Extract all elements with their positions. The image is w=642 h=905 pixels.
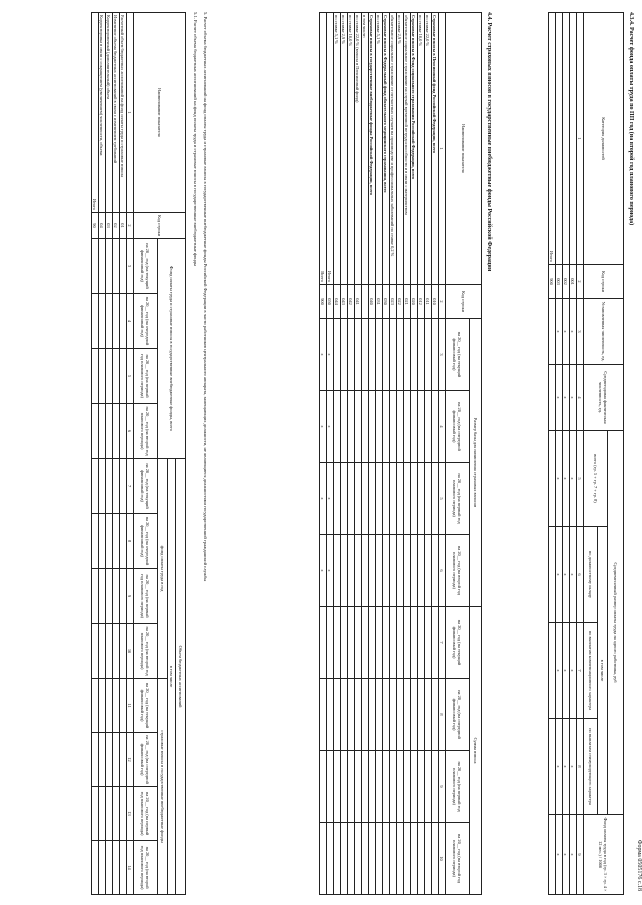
value-cell bbox=[418, 535, 425, 607]
row-label: по ставке 2,9 % bbox=[397, 13, 404, 285]
value-cell bbox=[120, 514, 127, 569]
col-code: Код строки bbox=[446, 285, 482, 319]
value-cell bbox=[341, 463, 348, 535]
value-cell bbox=[348, 823, 355, 895]
table-row bbox=[404, 13, 411, 895]
col-insurance: Сумма взноса bbox=[470, 607, 482, 895]
value-cell bbox=[341, 823, 348, 895]
value-cell bbox=[355, 391, 362, 463]
col-fund: Фонд оплаты труда в год (гр. 3 × гр. 4 × 12 мес.) / 1000 bbox=[584, 815, 624, 895]
value-cell bbox=[120, 624, 127, 679]
table-row: 001 х х х х х х х bbox=[570, 13, 577, 895]
value-cell bbox=[334, 679, 341, 751]
value-cell bbox=[383, 751, 390, 823]
value-cell bbox=[362, 391, 369, 463]
value-cell bbox=[362, 535, 369, 607]
value-cell bbox=[99, 569, 106, 624]
value-cell bbox=[432, 751, 439, 823]
value-cell bbox=[99, 239, 106, 294]
table-row bbox=[397, 13, 404, 895]
value-cell bbox=[99, 349, 106, 404]
vsego-row: Всего 900 х х х х bbox=[320, 13, 327, 895]
value-cell bbox=[411, 463, 418, 535]
row-label: обязательное социальное страхование на случай временной нетрудоспособности и в связи с материнством bbox=[404, 13, 411, 285]
section-4-4-title: 4.4. Расчет страховых взносов в государственные внебюджетные фонды Российской Федерации bbox=[486, 12, 492, 272]
value-cell bbox=[120, 679, 127, 733]
table-row bbox=[432, 13, 439, 895]
value-cell bbox=[341, 679, 348, 751]
value-cell bbox=[432, 823, 439, 895]
value-cell bbox=[376, 319, 383, 391]
table-row bbox=[390, 13, 397, 895]
value-cell bbox=[369, 319, 376, 391]
value-cell bbox=[418, 391, 425, 463]
value-cell bbox=[348, 319, 355, 391]
row-label: Страховые взносы в Пенсионный фонд Российской Федерации, всего bbox=[432, 13, 439, 285]
value-cell bbox=[411, 607, 418, 679]
row-label: Страховые взносы в Фонд социального страхования Российской Федерации, всего bbox=[411, 13, 418, 285]
row-label: Корректировка в связи с сокращением (увеличением) численности, объема bbox=[99, 13, 106, 213]
value-cell bbox=[113, 514, 120, 569]
value-cell bbox=[348, 751, 355, 823]
value-cell bbox=[397, 463, 404, 535]
value-cell bbox=[425, 463, 432, 535]
value-cell bbox=[99, 294, 106, 349]
table-row bbox=[120, 13, 127, 895]
row-label: по ставке 22,0 % (взносы в Пенсионный фонд) bbox=[355, 13, 362, 285]
row-label: обязательное социальное страхование от несчастных случаев на производстве и профессиональных заболеваний по ставке 0,2 % bbox=[390, 13, 397, 285]
value-cell bbox=[404, 751, 411, 823]
value-cell bbox=[334, 823, 341, 895]
value-cell bbox=[106, 624, 113, 679]
value-cell bbox=[99, 404, 106, 459]
table-row bbox=[376, 13, 383, 895]
value-cell bbox=[362, 319, 369, 391]
value-cell bbox=[355, 319, 362, 391]
row-code bbox=[362, 285, 369, 319]
value-cell bbox=[334, 463, 341, 535]
value-cell bbox=[425, 751, 432, 823]
value-cell bbox=[425, 679, 432, 751]
value-cell bbox=[355, 823, 362, 895]
value-cell bbox=[376, 751, 383, 823]
value-cell bbox=[432, 463, 439, 535]
value-cell bbox=[425, 319, 432, 391]
col-fot-year: фонд оплаты труда в год bbox=[158, 459, 168, 679]
row-code: 044 bbox=[334, 285, 341, 319]
form-code: Форма 0505176 с.18 bbox=[636, 839, 642, 891]
row-code: 030 bbox=[383, 285, 390, 319]
value-cell bbox=[397, 823, 404, 895]
value-cell bbox=[106, 841, 113, 895]
value-cell bbox=[106, 787, 113, 841]
value-cell bbox=[334, 319, 341, 391]
row-code: 023 bbox=[390, 285, 397, 319]
value-cell bbox=[113, 624, 120, 679]
value-cell bbox=[397, 535, 404, 607]
value-cell bbox=[404, 679, 411, 751]
col-code: Код строки bbox=[134, 213, 186, 239]
value-cell bbox=[397, 319, 404, 391]
value-cell bbox=[425, 535, 432, 607]
value-cell bbox=[432, 319, 439, 391]
col-volume: Объем бюджетных ассигнований bbox=[176, 459, 186, 895]
value-cell bbox=[120, 841, 127, 895]
col-average: Среднегодовая фактическая численность, ед. bbox=[584, 365, 624, 431]
value-cell bbox=[99, 733, 106, 787]
value-cell bbox=[99, 514, 106, 569]
col-established: Установленная численность, ед. bbox=[584, 299, 624, 365]
value-cell bbox=[411, 823, 418, 895]
value-cell bbox=[369, 463, 376, 535]
row-label: по ставке 5,1 % bbox=[376, 13, 383, 285]
value-cell bbox=[334, 607, 341, 679]
col-stimulating: по выплатам стимулирующего характера bbox=[584, 719, 598, 815]
row-code: 043 bbox=[341, 285, 348, 319]
value-cell bbox=[106, 514, 113, 569]
value-cell bbox=[120, 294, 127, 349]
table-row: 003 х х х х х х х bbox=[556, 13, 563, 895]
row-code: 040 bbox=[369, 285, 376, 319]
value-cell bbox=[113, 679, 120, 733]
value-cell bbox=[341, 607, 348, 679]
value-cell bbox=[99, 459, 106, 514]
value-cell bbox=[390, 823, 397, 895]
value-cell bbox=[369, 391, 376, 463]
value-cell bbox=[418, 607, 425, 679]
row-label: в том числе: bbox=[362, 13, 369, 285]
col-category: Категория должностей bbox=[584, 13, 624, 265]
table-row bbox=[355, 13, 362, 895]
payroll-table bbox=[548, 12, 624, 895]
value-cell bbox=[390, 463, 397, 535]
col-name: Наименование показателя bbox=[134, 13, 186, 213]
value-cell bbox=[369, 823, 376, 895]
value-cell bbox=[362, 751, 369, 823]
value-cell bbox=[334, 391, 341, 463]
value-cell bbox=[383, 535, 390, 607]
value-cell bbox=[376, 535, 383, 607]
row-label: по ставке 5,1 % bbox=[334, 13, 341, 285]
col-avg-pay: Среднемесячный размер оплаты труда на одного работника, руб bbox=[608, 431, 624, 815]
value-cell bbox=[390, 535, 397, 607]
row-label: по ставке 2,9 % bbox=[341, 13, 348, 285]
value-cell bbox=[397, 751, 404, 823]
value-cell bbox=[369, 679, 376, 751]
value-cell bbox=[425, 823, 432, 895]
value-cell bbox=[362, 823, 369, 895]
value-cell bbox=[106, 679, 113, 733]
row-label: по ставке 22,0 % bbox=[425, 13, 432, 285]
col-base: Размер базы для начисления страховых взносов bbox=[470, 319, 482, 607]
value-cell bbox=[334, 751, 341, 823]
col-total: всего (гр. 5 + гр. 7 + гр. 8) bbox=[584, 431, 608, 527]
value-cell bbox=[106, 239, 113, 294]
value-cell bbox=[355, 751, 362, 823]
value-cell bbox=[113, 349, 120, 404]
value-cell bbox=[404, 823, 411, 895]
value-cell bbox=[404, 607, 411, 679]
row-code: 041 bbox=[355, 285, 362, 319]
col-code: Код строки bbox=[584, 265, 624, 299]
row-code: 012 bbox=[418, 285, 425, 319]
row-code: 011 bbox=[425, 285, 432, 319]
value-cell bbox=[376, 823, 383, 895]
value-cell bbox=[106, 569, 113, 624]
value-cell bbox=[362, 607, 369, 679]
value-cell bbox=[432, 679, 439, 751]
col-compensation: по выплатам компенсационного характера bbox=[584, 623, 598, 719]
value-cell bbox=[120, 733, 127, 787]
value-cell bbox=[99, 679, 106, 733]
row-code: 022 bbox=[397, 285, 404, 319]
value-cell bbox=[376, 679, 383, 751]
value-cell bbox=[120, 349, 127, 404]
value-cell bbox=[418, 319, 425, 391]
table-row bbox=[113, 13, 120, 895]
value-cell bbox=[425, 607, 432, 679]
value-cell bbox=[376, 607, 383, 679]
table-row bbox=[383, 13, 390, 895]
value-cell bbox=[113, 733, 120, 787]
value-cell bbox=[355, 463, 362, 535]
value-cell bbox=[383, 679, 390, 751]
value-cell bbox=[106, 733, 113, 787]
table-row: 002 х х х х х х х bbox=[563, 13, 570, 895]
value-cell bbox=[113, 239, 120, 294]
col-ins-funds: страховые взносы в государственные внебюджетные фонды bbox=[158, 679, 168, 895]
value-cell bbox=[383, 391, 390, 463]
table-row bbox=[341, 13, 348, 895]
value-cell bbox=[411, 751, 418, 823]
value-cell bbox=[113, 294, 120, 349]
section-5-title: 5. Расчет объема бюджетных ассигнований на фонд оплаты труда и страховые взносы в государственные внебюджетные фонды Российской Федерации в части работников центрального аппарата, замещающих должности, не являющиеся должностями государственной гражданской службы bbox=[203, 12, 208, 582]
value-cell bbox=[348, 391, 355, 463]
value-cell bbox=[418, 463, 425, 535]
value-cell bbox=[397, 607, 404, 679]
value-cell bbox=[432, 391, 439, 463]
insurance-table: Наименование показателя Код строки Размер базы для начисления страховых взносов Сумма взноса на 20__ год (на текущий финансовый год) на 20__ год (на очередной финансовый год) на 20__ год (на первый год планового периода) на 20__ год (на второй год планового периода) на 20__ год (на текущий финансовый год) на 20__ год (на очередной финансовый год) на 20__ год (на первый год планового периода) на 20__ год (на второй год планового периода) 1 2 3 4 5 6 7 8 9 10 Страховые взносы в Пенсионный фонд Российской Федерации, всего 010 по ставке 22,0 % 011 по ставке 10,0 % 012 Страховые взносы в Фонд социального страхования Российской Федерации, всего 020 обязательное социальное страхование на случай временной нетрудоспособности и в связи с материнством 021 по ставке 2,9 % 022 обязательное социальное страхование от несчастных случаев на производстве и профессиональных заболеваний по ставке 0,2 % 023 Страховые взносы в Федеральный фонд обязательного медицинского страхования, всего 030 по ставке 5,1 % 031 Страховые взносы в государственные внебюджетные фонды Российской Федерации, всего 040 в том числе: по ставке 22,0 % (взносы в Пенсионный фонд) 041 по ставке 10,0 % 042 по ставке 2,9 % 043 по ставке 5,1 % 044 Итого 050 х х х х Всего 900 х х х х bbox=[319, 12, 482, 895]
col-by-salary: по должностному окладу bbox=[584, 527, 598, 623]
col-name: Наименование показателя bbox=[446, 13, 482, 285]
value-cell bbox=[404, 535, 411, 607]
value-cell bbox=[383, 607, 390, 679]
value-cell bbox=[120, 787, 127, 841]
value-cell bbox=[113, 569, 120, 624]
row-code: 02 bbox=[113, 213, 120, 239]
value-cell bbox=[425, 391, 432, 463]
col-fot-total: Фонд оплаты труда и страховые взносы в государственные внебюджетные фонды, всего bbox=[158, 239, 186, 459]
value-cell bbox=[369, 607, 376, 679]
table-row bbox=[425, 13, 432, 895]
value-cell bbox=[369, 535, 376, 607]
value-cell bbox=[341, 319, 348, 391]
value-cell bbox=[106, 349, 113, 404]
value-cell bbox=[383, 823, 390, 895]
value-cell bbox=[376, 391, 383, 463]
value-cell bbox=[411, 391, 418, 463]
row-code: 04 bbox=[99, 213, 106, 239]
col-incl: в том числе bbox=[598, 527, 608, 815]
value-cell bbox=[362, 679, 369, 751]
value-cell bbox=[334, 535, 341, 607]
table-row bbox=[106, 13, 113, 895]
value-cell bbox=[411, 535, 418, 607]
value-cell bbox=[355, 535, 362, 607]
value-cell bbox=[432, 607, 439, 679]
value-cell bbox=[348, 679, 355, 751]
value-cell bbox=[106, 404, 113, 459]
row-label: Изменение объема бюджетных ассигнований в связи с изменением требований bbox=[113, 13, 120, 213]
value-cell bbox=[418, 751, 425, 823]
row-label: по ставке 10,0 % bbox=[418, 13, 425, 285]
column-number-row: 1 2 3 4 5 6 7 8 9 10 bbox=[439, 13, 446, 895]
allocation-table: Наименование показателя Код строки Фонд оплаты труда и страховые взносы в государственные внебюджетные фонды, всего Объем бюджетных ассигнований в том числе фонд оплаты труда в год страховые взносы в государственные внебюджетные фонды на 20__ год (на текущий финансовый год) на 20__ год (на очередной финансовый год) на 20__ год (на первый год планового периода) на 20__ год (на второй год планового периода) на 20__ год (на текущий финансовый год) на 20__ год (на очередной финансовый год) на 20__ год (на первый год планового периода) на 20__ год (на второй год планового периода) на 20__ год (на текущий финансовый год) на 20__ год (на очередной финансовый год) на 20__ год (на первый год планового периода) на 20__ год (на второй год планового периода) 1 2 3 4 5 6 7 8 9 10 11 12 13 14 Расчетный объем бюджетных ассигнований на фонд оплаты труда и страховые взносы 01 Изменение объема бюджетных ассигнований в связи с изменением требований 02 Корректировочный (дополнительный) объем 03 Корректировка в связи с сокращением (увеличением) численности, объема 04 Итого 90 bbox=[91, 12, 186, 895]
value-cell bbox=[113, 787, 120, 841]
row-code: 042 bbox=[348, 285, 355, 319]
row-code: 031 bbox=[376, 285, 383, 319]
value-cell bbox=[383, 319, 390, 391]
row-code: 03 bbox=[106, 213, 113, 239]
value-cell bbox=[390, 679, 397, 751]
row-code: 020 bbox=[411, 285, 418, 319]
table-row bbox=[411, 13, 418, 895]
section-5-1-title: 5.1. Расчет объема бюджетных ассигнований на фонд оплаты труда и страховые взносы в государственные внебюджетные фонды bbox=[193, 12, 198, 267]
itogo-row: Итого 050 х х х х bbox=[327, 13, 334, 895]
value-cell bbox=[355, 607, 362, 679]
value-cell bbox=[355, 679, 362, 751]
value-cell bbox=[113, 404, 120, 459]
value-cell bbox=[348, 607, 355, 679]
table-row bbox=[369, 13, 376, 895]
value-cell bbox=[341, 751, 348, 823]
value-cell bbox=[369, 751, 376, 823]
row-label: Страховые взносы в государственные внебюджетные фонды Российской Федерации, всего bbox=[369, 13, 376, 285]
value-cell bbox=[106, 294, 113, 349]
value-cell bbox=[113, 459, 120, 514]
row-label: Корректировочный (дополнительный) объем bbox=[106, 13, 113, 213]
row-label: Расчетный объем бюджетных ассигнований на фонд оплаты труда и страховые взносы bbox=[120, 13, 127, 213]
value-cell bbox=[390, 391, 397, 463]
value-cell bbox=[390, 319, 397, 391]
row-code: 01 bbox=[120, 213, 127, 239]
value-cell bbox=[362, 463, 369, 535]
value-cell bbox=[106, 459, 113, 514]
column-number-row: 1 2 3 4 5 6 7 8 9 10 11 12 13 14 bbox=[127, 13, 134, 895]
value-cell bbox=[418, 679, 425, 751]
value-cell bbox=[397, 391, 404, 463]
value-cell bbox=[120, 569, 127, 624]
value-cell bbox=[418, 823, 425, 895]
value-cell bbox=[397, 679, 404, 751]
table-row bbox=[99, 13, 106, 895]
value-cell bbox=[99, 624, 106, 679]
value-cell bbox=[411, 319, 418, 391]
value-cell bbox=[404, 391, 411, 463]
value-cell bbox=[383, 463, 390, 535]
value-cell bbox=[348, 535, 355, 607]
value-cell bbox=[120, 239, 127, 294]
section-4-3-4-title: 4.3.4. Расчет фонда оплаты труда по ПП год (на второй год планового периода) bbox=[628, 12, 634, 226]
total-row: Итого 900 bbox=[549, 13, 556, 895]
row-code: 021 bbox=[404, 285, 411, 319]
value-cell bbox=[341, 391, 348, 463]
row-code: 010 bbox=[432, 285, 439, 319]
value-cell bbox=[113, 841, 120, 895]
value-cell bbox=[390, 607, 397, 679]
value-cell bbox=[341, 535, 348, 607]
value-cell bbox=[120, 404, 127, 459]
value-cell bbox=[99, 787, 106, 841]
value-cell bbox=[432, 535, 439, 607]
value-cell bbox=[404, 463, 411, 535]
row-label: Страховые взносы в Федеральный фонд обязательного медицинского страхования, всего bbox=[383, 13, 390, 285]
value-cell bbox=[120, 459, 127, 514]
table-row bbox=[348, 13, 355, 895]
row-label: по ставке 10,0 % bbox=[348, 13, 355, 285]
table-row bbox=[362, 13, 369, 895]
value-cell bbox=[404, 319, 411, 391]
table-row bbox=[418, 13, 425, 895]
table-row bbox=[334, 13, 341, 895]
value-cell bbox=[348, 463, 355, 535]
value-cell bbox=[390, 751, 397, 823]
value-cell bbox=[411, 679, 418, 751]
column-number-row: 1 2 3 4 5 6 7 8 9 bbox=[577, 13, 584, 895]
value-cell bbox=[376, 463, 383, 535]
total-row: Итого 90 bbox=[92, 13, 99, 895]
value-cell bbox=[99, 841, 106, 895]
